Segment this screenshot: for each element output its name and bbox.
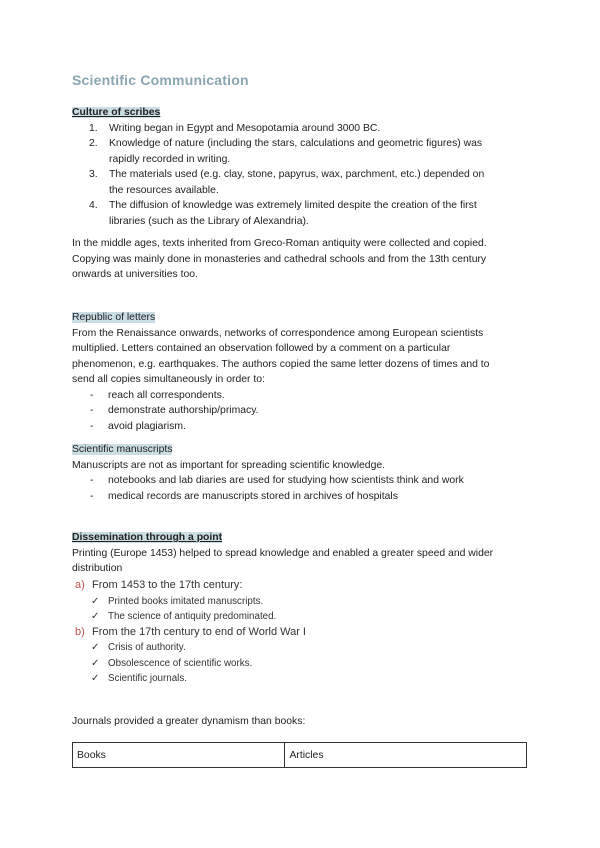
section-republic-of-letters: Republic of letters From the Renaissance onwards, networks of correspondence among European scientists multiplied. Letters contained an observation followed by a comment on a particular phenomenon, e.g. earthquakes. The authors copied the same letter dozens of times and to send all copies simultaneously in order to: - reach all correspondents. - demonstrate authorship/primacy. - avoid plagiarism. xyxy=(72,310,532,434)
list-item: 3. The materials used (e.g. clay, stone, papyrus, wax, parchment, etc.) depended on the resources available. xyxy=(89,169,485,196)
check-list xyxy=(72,640,532,687)
table-header-books: Books xyxy=(73,743,285,768)
section-heading: Culture of scribes xyxy=(72,107,161,118)
list-item: 2. Knowledge of nature (including the stars, calculations and geometric figures) was rapidly recorded in writing. xyxy=(89,138,483,165)
check-icon: ✓ xyxy=(91,657,100,669)
page-title: Scientific Communication xyxy=(72,72,249,88)
comparison-table xyxy=(72,742,527,768)
list-item: ✓ Printed books imitated manuscripts. xyxy=(72,594,532,610)
list-item: 4. The diffusion of knowledge was extremely limited despite the creation of the first libraries (such as the Library of Alexandria). xyxy=(89,200,477,227)
table-row xyxy=(73,743,527,768)
section-scientific-manuscripts: Scientific manuscripts Manuscripts are not as important for spreading scientific knowledge. - notebooks and lab diaries are used for studying how scientists think and work - medical records are manuscripts stored in archives of hospitals xyxy=(72,442,532,504)
middle-ages-paragraph: In the middle ages, texts inherited from Greco-Roman antiquity were collected and copied. Copying was mainly done in monasteries and cathedral schools and from the 13th century onwards at universities too. xyxy=(72,238,487,280)
list-item: ✓ Obsolescence of scientific works. xyxy=(72,656,532,672)
table-header-articles: Articles xyxy=(285,743,527,768)
check-icon: ✓ xyxy=(91,595,100,607)
check-icon: ✓ xyxy=(91,611,100,622)
period-item-a: a) From 1453 to the 17th century: xyxy=(75,579,243,591)
section-heading: Dissemination through a point xyxy=(72,532,223,543)
list-item: - notebooks and lab diaries are used for studying how scientists think and work xyxy=(72,473,532,489)
check-list xyxy=(72,594,532,625)
check-icon: ✓ xyxy=(91,642,100,653)
section-culture-of-scribes xyxy=(72,105,532,229)
list-item: 1. Writing began in Egypt and Mesopotamia around 3000 BC. xyxy=(89,122,381,134)
period-item-b: b) From the 17th century to end of World War I xyxy=(75,625,306,638)
check-icon: ✓ xyxy=(91,673,100,684)
period-list xyxy=(72,578,532,687)
list-item: - medical records are manuscripts stored in archives of hospitals xyxy=(72,489,532,505)
list-item: ✓ Scientific journals. xyxy=(72,671,532,687)
list-item: - avoid plagiarism. xyxy=(72,419,532,435)
numbered-list xyxy=(72,121,532,230)
dash-list xyxy=(72,473,532,504)
list-item: - demonstrate authorship/primacy. xyxy=(72,403,532,419)
section-heading: Republic of letters xyxy=(72,312,156,323)
section-heading: Scientific manuscripts xyxy=(72,444,173,455)
list-item: ✓ Crisis of authority. xyxy=(72,640,532,656)
list-item: - reach all correspondents. xyxy=(72,388,532,404)
dash-list xyxy=(72,388,532,435)
journals-sentence: Journals provided a greater dynamism than books: xyxy=(72,716,306,727)
list-item: ✓ The science of antiquity predominated. xyxy=(72,609,532,625)
section-dissemination: Dissemination through a point Printing (Europe 1453) helped to spread knowledge and enabled a greater speed and wider distribution xyxy=(72,532,494,574)
